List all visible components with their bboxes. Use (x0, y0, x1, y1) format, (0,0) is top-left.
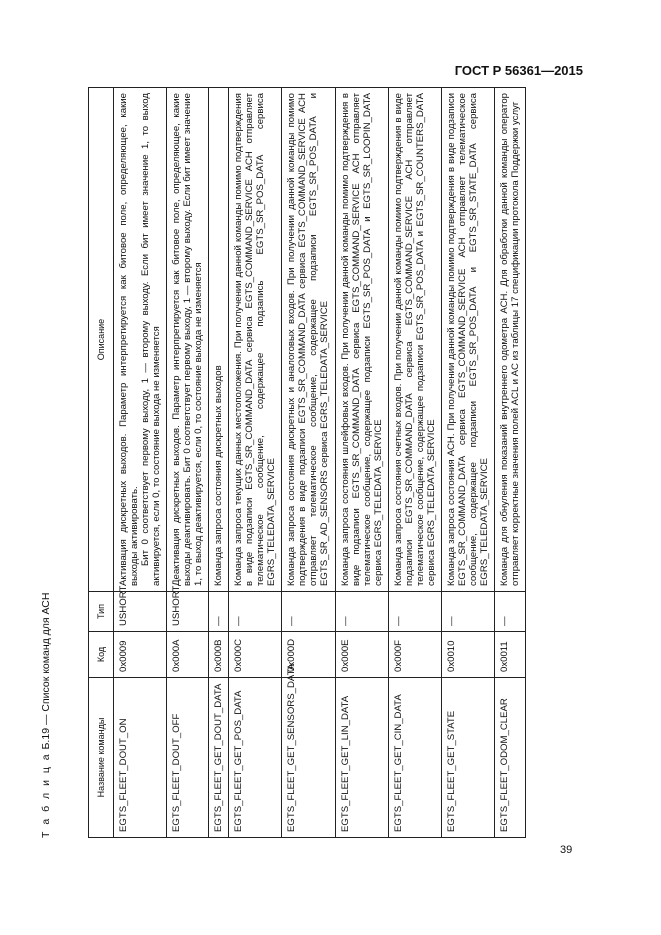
command-description: Команда запроса состояния шлейфовых входов. При получении данной команды помимо подтверждения в виде подзаписи EGTS_SR_COMMAND_DATA сервиса EGTS_COMMAND_SERVICE АСН отправляет телематическое сообщение, содержащее подзаписи EGTS_SR_POS_DATA и EGTS_SR_LOOPIN_DATA сервиса EGRS_TELEDATA_SERVICE (335, 88, 388, 592)
command-type: — (229, 592, 282, 632)
command-code: 0x000B (209, 632, 229, 678)
command-name: EGTS_FLEET_ODOM_CLEAR (494, 678, 525, 838)
command-name: EGTS_FLEET_DOUT_OFF (167, 678, 209, 838)
command-code: 0x000F (388, 632, 441, 678)
command-description: Команда запроса состояния АСН. При получении данной команды помимо подтверждения в виде подзаписи EGTS_SR_COMMAND_DATA сервиса EGTS_COMMAND_SERVICE АСН отправляет телематическое сообщение, содержащее подзаписи EGTS_SR_POS_DATA и EGTS_SR_STATE_DATA сервиса EGRS_TELEDATA_SERVICE (441, 88, 494, 592)
command-type: — (335, 592, 388, 632)
command-type: — (209, 592, 229, 632)
table-row (229, 88, 282, 838)
command-description (114, 88, 167, 592)
command-type: — (388, 592, 441, 632)
command-name: EGTS_FLEET_GET_LIN_DATA (335, 678, 388, 838)
caption-text: Б.19 — Список команд для АСН (40, 592, 52, 750)
command-name: EGTS_FLEET_GET_STATE (441, 678, 494, 838)
table-row (167, 88, 209, 838)
command-code: 0x0009 (114, 632, 167, 678)
command-name: EGTS_FLEET_GET_SENSORS_DATA (282, 678, 335, 838)
command-type: USHORT (114, 592, 167, 632)
command-type: — (441, 592, 494, 632)
table-body (114, 88, 526, 838)
command-name: EGTS_FLEET_DOUT_ON (114, 678, 167, 838)
description-line: Бит 0 соответствует первому выходу, 1 — второму выходу. Если бит имеет значение 1, то выход активируется, если 0, то состояние выхода не изменяется (140, 93, 163, 586)
command-description: Команда запроса текущих данных местоположения. При получении данной команды помимо подтверждения в виде подзаписи EGTS_SR_COMMAND_DATA сервиса EGTS_COMMAND_SERVICE АСН отправляет телематическое сообщение, содержащее подзапись EGTS_SR_POS_DATA сервиса EGRS_TELEDATA_SERVICE (229, 88, 282, 592)
command-name: EGTS_FLEET_GET_DOUT_DATA (209, 678, 229, 838)
command-code: 0x0010 (441, 632, 494, 678)
table-header-row (89, 88, 114, 838)
commands-table (88, 87, 526, 838)
column-header-code: Код (89, 632, 114, 678)
command-name: EGTS_FLEET_GET_CIN_DATA (388, 678, 441, 838)
standard-designation: ГОСТ Р 56361—2015 (454, 63, 583, 78)
caption-prefix: Т а б л и ц а (40, 752, 52, 838)
command-code: 0x000A (167, 632, 209, 678)
description-line: Активация дискретных выходов. Параметр интерпретируется как битовое поле, определяющее, какие выходы активировать. (118, 93, 141, 586)
table-row (441, 88, 494, 838)
table-caption (40, 593, 52, 838)
command-type: — (282, 592, 335, 632)
column-header-name: Название команды (89, 678, 114, 838)
column-header-description: Описание (89, 88, 114, 592)
table-row (335, 88, 388, 838)
command-code: 0x000E (335, 632, 388, 678)
table-row (282, 88, 335, 838)
command-description: Команда запроса состояния дискретных выходов (209, 88, 229, 592)
command-description: Деактивация дискретных выходов. Параметр интерпретируется как битовое поле, определяющее, какие выходы деактивировать. Бит 0 соответствует первому выходу, 1 — второму выходу. Если бит имеет значение 1, то выход деактивируется, если 0, то состояние выхода не изменяется (167, 88, 209, 592)
table-row (388, 88, 441, 838)
page-number: 39 (560, 844, 573, 856)
command-type: — (494, 592, 525, 632)
column-header-type: Тип (89, 592, 114, 632)
command-description: Команда запроса состояния дискретных и аналоговых входов. При получении данной команды помимо подтверждения в виде подзаписи EGTS_SR_COMMAND_DATA сервиса EGTS_COMMAND_SERVICE АСН отправляет телематическое сообщение, содержащее подзаписи EGTS_SR_POS_DATA и EGTS_SR_AD_SENSORS сервиса EGRS_TELEDATA_SERVICE (282, 88, 335, 592)
command-name: EGTS_FLEET_GET_POS_DATA (229, 678, 282, 838)
command-description: Команда для обнуления показаний внутреннего одометра АСН. Для обработки данной команды оператор отправляет корректные значения полей ACL и AC из таблицы 17 спецификации протокола Поддержки услуг (494, 88, 525, 592)
table-row (209, 88, 229, 838)
command-description: Команда запроса состояния счетных входов. При получении данной команды помимо подтверждения в виде подзаписи EGTS_SR_COMMAND_DATA сервиса EGTS_COMMAND_SERVICE АСН отправляет телематическое сообщение, содержащее подзаписи EGTS_SR_POS_DATA и EGTS_SR_COUNTERS_DATA сервиса EGRS_TELEDATA_SERVICE (388, 88, 441, 592)
command-code: 0x0011 (494, 632, 525, 678)
command-code: 0x000C (229, 632, 282, 678)
table-row (494, 88, 525, 838)
rotated-table-block (40, 88, 580, 838)
table-row (114, 88, 167, 838)
command-code: 0x000D (282, 632, 335, 678)
command-type: USHORT (167, 592, 209, 632)
